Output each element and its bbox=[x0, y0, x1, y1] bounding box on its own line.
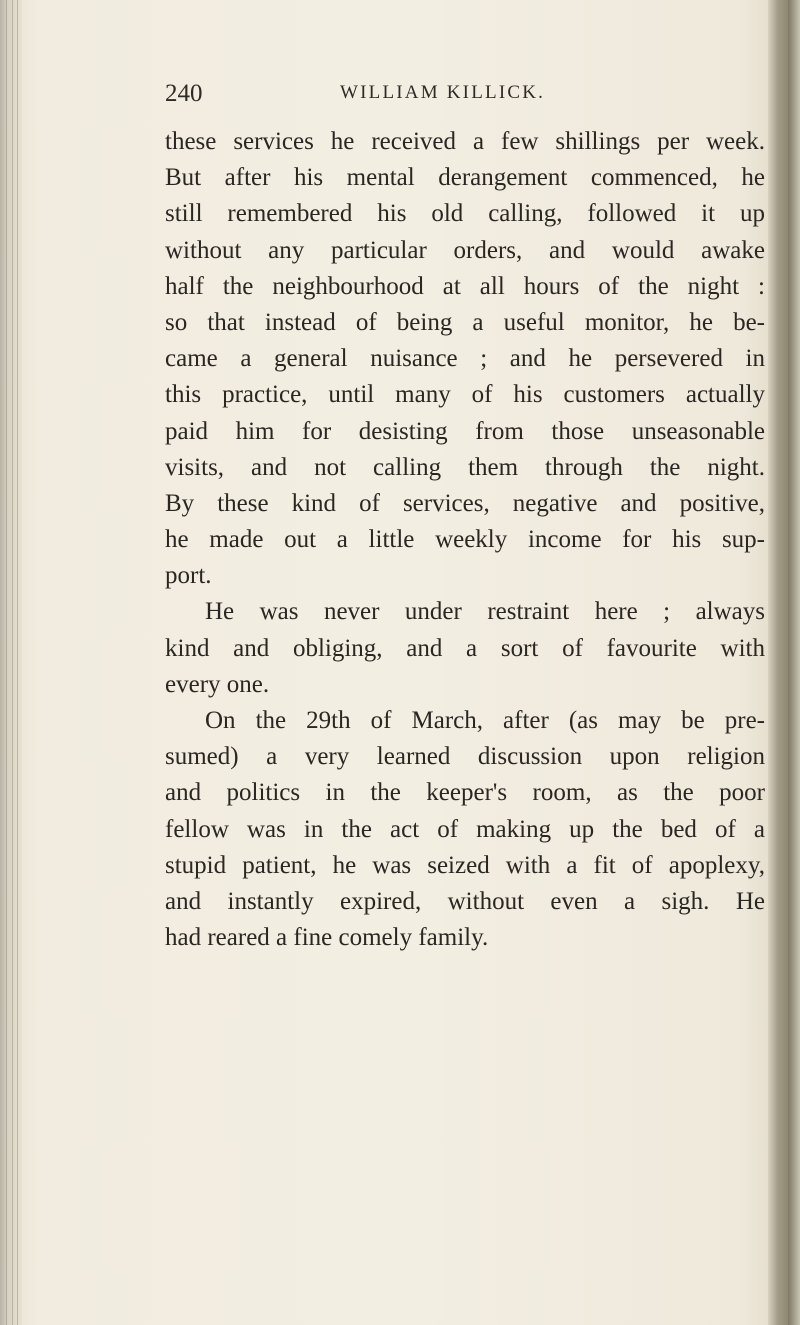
text-line: port. bbox=[165, 562, 212, 590]
text-line: had reared a fine comely family. bbox=[165, 924, 489, 952]
page-number: 240 bbox=[165, 80, 203, 107]
text-line: fellow was in the act of making up the bed of a bbox=[165, 815, 765, 843]
text-line: He was never under restraint here ; always bbox=[205, 598, 765, 626]
text-line: sumed) a very learned discussion upon religion bbox=[165, 743, 765, 771]
body-text bbox=[165, 124, 765, 956]
text-line: and instantly expired, without even a sigh. He bbox=[165, 887, 765, 915]
gutter-line bbox=[17, 0, 18, 1325]
gutter-line bbox=[12, 0, 13, 1325]
text-line: he made out a little weekly income for his sup- bbox=[165, 526, 765, 554]
text-line: came a general nuisance ; and he persevered in bbox=[165, 345, 765, 373]
text-line: every one. bbox=[165, 670, 270, 698]
text-line: so that instead of being a useful monitor, he be- bbox=[165, 308, 765, 336]
running-title: WILLIAM KILLICK. bbox=[340, 82, 546, 103]
gutter-line bbox=[6, 0, 7, 1325]
text-line: stupid patient, he was seized with a fit of apoplexy, bbox=[165, 851, 765, 879]
text-line: paid him for desisting from those unseasonable bbox=[165, 417, 765, 445]
text-line: without any particular orders, and would awake bbox=[165, 236, 765, 264]
text-line: But after his mental derangement commenced, he bbox=[165, 164, 765, 192]
text-line: On the 29th of March, after (as may be pre- bbox=[205, 707, 765, 734]
running-head bbox=[165, 80, 765, 110]
text-line: still remembered his old calling, followed it up bbox=[165, 200, 765, 228]
left-page-edge bbox=[0, 0, 22, 1325]
text-line: these services he received a few shillings per week. bbox=[165, 128, 765, 155]
text-line: half the neighbourhood at all hours of the night : bbox=[165, 272, 765, 300]
text-line: and politics in the keeper's room, as the poor bbox=[165, 779, 765, 807]
text-line: visits, and not calling them through the night. bbox=[165, 453, 765, 481]
text-line: kind and obliging, and a sort of favourite with bbox=[165, 634, 765, 662]
text-line: By these kind of services, negative and positive, bbox=[165, 489, 765, 517]
text-line: this practice, until many of his customers actually bbox=[165, 381, 765, 409]
right-page-edge-shadow bbox=[788, 0, 800, 1325]
